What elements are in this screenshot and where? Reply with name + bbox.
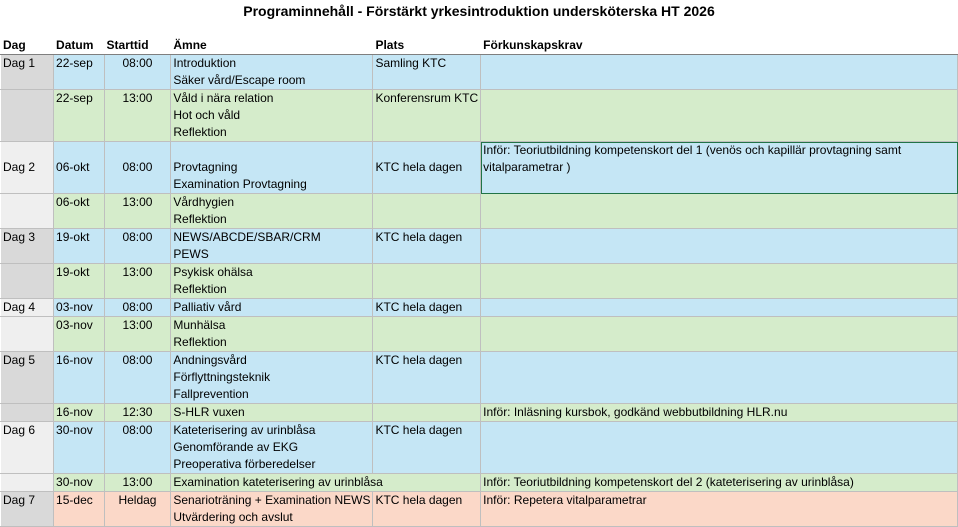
amne-line: NEWS/ABCDE/SBAR/CRM: [173, 230, 321, 244]
cell-datum[interactable]: 19-okt: [54, 264, 105, 299]
table-row: [1, 142, 958, 194]
cell-amne[interactable]: [171, 264, 373, 299]
cell-plats[interactable]: KTC hela dagen: [373, 142, 481, 194]
amne-line: Reflektion: [173, 282, 227, 296]
table-row: [1, 194, 958, 229]
cell-plats[interactable]: [373, 264, 481, 299]
amne-line: Våld i nära relation: [173, 91, 274, 105]
header-plats[interactable]: Plats: [373, 37, 481, 55]
cell-dag[interactable]: Dag 4: [1, 299, 54, 317]
cell-amne[interactable]: [171, 352, 373, 404]
cell-datum[interactable]: 22-sep: [54, 90, 105, 142]
cell-amne[interactable]: [171, 142, 373, 194]
cell-amne[interactable]: [171, 55, 373, 90]
fk-line: Inför: Repetera vitalparametrar: [483, 493, 647, 507]
table-row: [1, 229, 958, 264]
cell-datum[interactable]: 03-nov: [54, 299, 105, 317]
cell-forkunskapskrav[interactable]: [481, 90, 958, 142]
table-row: [1, 90, 958, 142]
amne-line: Andningsvård: [173, 353, 247, 367]
cell-dag[interactable]: Dag 6: [1, 422, 54, 474]
cell-datum[interactable]: 30-nov: [54, 474, 105, 492]
header-amne[interactable]: Ämne: [171, 37, 373, 55]
amne-line: Genomförande av EKG: [173, 440, 299, 454]
cell-datum[interactable]: 06-okt: [54, 142, 105, 194]
table-row: [1, 352, 958, 404]
cell-dag[interactable]: [1, 317, 54, 352]
amne-line: Vårdhygien: [173, 195, 235, 209]
cell-starttid[interactable]: 12:30: [104, 404, 171, 422]
amne-line: Examination kateterisering av urinblåsa: [173, 475, 383, 489]
table-row: [1, 299, 958, 317]
cell-plats[interactable]: Konferensrum KTC: [373, 90, 481, 142]
header-row: [1, 37, 958, 55]
cell-amne[interactable]: [171, 474, 481, 492]
cell-datum[interactable]: 22-sep: [54, 55, 105, 90]
table-row: [1, 474, 958, 492]
cell-plats[interactable]: KTC hela dagen: [373, 229, 481, 264]
cell-amne[interactable]: [171, 422, 373, 474]
cell-datum[interactable]: 06-okt: [54, 194, 105, 229]
cell-forkunskapskrav[interactable]: [481, 55, 958, 90]
fk-line: Inför: Inläsning kursbok, godkänd webbutbildning HLR.nu: [483, 405, 788, 419]
sheet-title: Programinnehåll - Förstärkt yrkesintroduktion undersköterska HT 2026: [243, 3, 715, 19]
table-row: [1, 404, 958, 422]
cell-forkunskapskrav[interactable]: [481, 229, 958, 264]
cell-plats[interactable]: KTC hela dagen: [373, 422, 481, 474]
cell-amne[interactable]: [171, 492, 373, 527]
cell-dag[interactable]: Dag 7: [1, 492, 54, 527]
amne-line: Utvärdering och avslut: [173, 510, 293, 524]
table-row: [1, 55, 958, 90]
amne-line: Psykisk ohälsa: [173, 265, 253, 279]
cell-forkunskapskrav[interactable]: [481, 352, 958, 404]
amne-line: Kateterisering av urinblåsa: [173, 423, 316, 437]
cell-starttid[interactable]: 13:00: [104, 264, 171, 299]
amne-line: Hot och våld: [173, 108, 241, 122]
cell-starttid[interactable]: 13:00: [104, 474, 171, 492]
amne-line: S-HLR vuxen: [173, 405, 245, 419]
fk-line: Inför: Teoriutbildning kompetenskort del 2 (kateterisering av urinblåsa): [483, 475, 854, 489]
amne-line: Reflektion: [173, 125, 227, 139]
cell-starttid[interactable]: 13:00: [104, 194, 171, 229]
cell-amne[interactable]: [171, 194, 373, 229]
cell-dag[interactable]: [1, 404, 54, 422]
table-row: [1, 422, 958, 474]
cell-amne[interactable]: [171, 317, 373, 352]
cell-datum[interactable]: 30-nov: [54, 422, 105, 474]
amne-line: Säker vård/Escape room: [173, 73, 306, 87]
cell-dag[interactable]: Dag 5: [1, 352, 54, 404]
cell-dag[interactable]: [1, 474, 54, 492]
header-forkunskapskrav[interactable]: Förkunskapskrav: [481, 37, 958, 55]
cell-datum[interactable]: 16-nov: [54, 352, 105, 404]
cell-amne[interactable]: [171, 90, 373, 142]
cell-dag[interactable]: Dag 2: [1, 142, 54, 194]
amne-line: Förflyttningsteknik: [173, 370, 271, 384]
table-row: [1, 317, 958, 352]
cell-forkunskapskrav[interactable]: [481, 264, 958, 299]
cell-forkunskapskrav[interactable]: [481, 142, 958, 194]
fk-line: vitalparametrar ): [483, 160, 571, 174]
cell-dag[interactable]: Dag 1: [1, 55, 54, 90]
cell-datum[interactable]: 16-nov: [54, 404, 105, 422]
schedule-table: [0, 36, 958, 527]
cell-forkunskapskrav[interactable]: [481, 194, 958, 229]
cell-forkunskapskrav[interactable]: [481, 422, 958, 474]
cell-amne[interactable]: [171, 404, 373, 422]
cell-datum[interactable]: 15-dec: [54, 492, 105, 527]
cell-starttid[interactable]: Heldag: [104, 492, 171, 527]
cell-forkunskapskrav[interactable]: [481, 404, 958, 422]
header-starttid[interactable]: Starttid: [104, 37, 171, 55]
cell-starttid[interactable]: 08:00: [104, 299, 171, 317]
amne-line: Provtagning: [173, 160, 238, 174]
cell-starttid[interactable]: 13:00: [104, 317, 171, 352]
cell-plats[interactable]: KTC hela dagen: [373, 492, 481, 527]
cell-dag[interactable]: [1, 90, 54, 142]
cell-plats[interactable]: Samling KTC: [373, 55, 481, 90]
cell-forkunskapskrav[interactable]: [481, 317, 958, 352]
amne-line: PEWS: [173, 247, 209, 261]
cell-amne[interactable]: [171, 299, 373, 317]
fk-line: Inför: Teoriutbildning kompetenskort del 1 (venös och kapillär provtagning samt: [483, 143, 902, 157]
amne-line: Preoperativa förberedelser: [173, 457, 316, 471]
cell-starttid[interactable]: 08:00: [104, 55, 171, 90]
table-row: [1, 492, 958, 527]
cell-starttid[interactable]: 08:00: [104, 142, 171, 194]
cell-plats[interactable]: KTC hela dagen: [373, 352, 481, 404]
cell-datum[interactable]: 19-okt: [54, 229, 105, 264]
header-dag[interactable]: Dag: [1, 37, 54, 55]
amne-line: Reflektion: [173, 335, 227, 349]
cell-dag[interactable]: [1, 194, 54, 229]
cell-forkunskapskrav[interactable]: [481, 299, 958, 317]
cell-forkunskapskrav[interactable]: [481, 474, 958, 492]
amne-line: Palliativ vård: [173, 300, 242, 314]
header-datum[interactable]: Datum: [54, 37, 105, 55]
amne-line: Reflektion: [173, 212, 227, 226]
cell-plats[interactable]: [373, 194, 481, 229]
cell-forkunskapskrav[interactable]: [481, 492, 958, 527]
cell-datum[interactable]: 03-nov: [54, 317, 105, 352]
cell-dag[interactable]: [1, 264, 54, 299]
amne-line: [173, 142, 370, 159]
cell-starttid[interactable]: 08:00: [104, 229, 171, 264]
cell-plats[interactable]: KTC hela dagen: [373, 299, 481, 317]
cell-starttid[interactable]: 08:00: [104, 422, 171, 474]
cell-plats[interactable]: [373, 317, 481, 352]
amne-line: Examination Provtagning: [173, 177, 307, 191]
amne-line: Introduktion: [173, 56, 237, 70]
amne-line: Munhälsa: [173, 318, 226, 332]
amne-line: Fallprevention: [173, 387, 249, 401]
cell-starttid[interactable]: 13:00: [104, 90, 171, 142]
table-row: [1, 264, 958, 299]
cell-dag[interactable]: Dag 3: [1, 229, 54, 264]
amne-line: Senarioträning + Examination NEWS: [173, 493, 371, 507]
cell-plats[interactable]: [373, 404, 481, 422]
cell-amne[interactable]: [171, 229, 373, 264]
cell-starttid[interactable]: 08:00: [104, 352, 171, 404]
